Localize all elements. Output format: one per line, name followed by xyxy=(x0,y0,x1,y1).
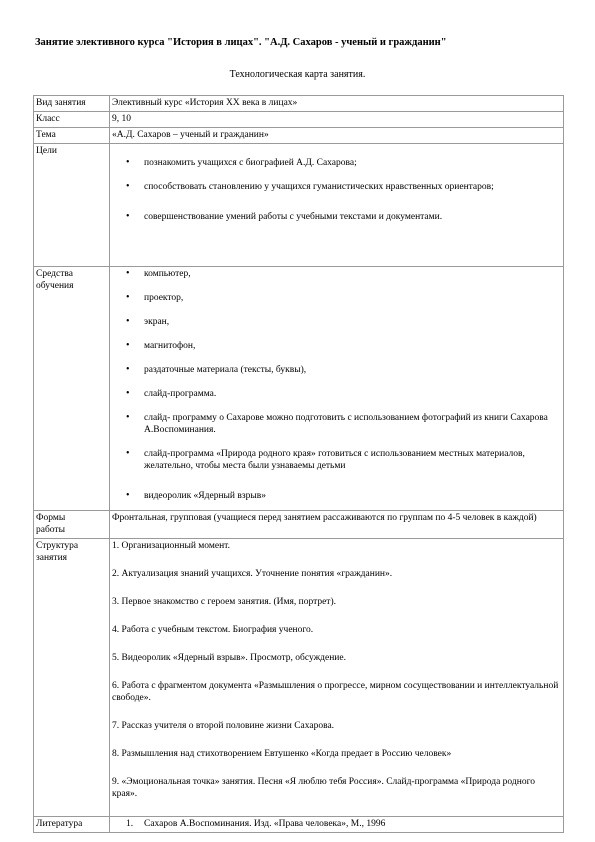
means-list xyxy=(112,268,561,502)
lesson-card-table xyxy=(33,95,564,833)
literature-text: Сахаров А.Воспоминания. Изд. «Права человека», М., 1996 xyxy=(144,819,386,829)
structure-step: 9. «Эмоциональная точка» занятия. Песня «Я люблю тебя Россия». Слайд-программа «Природа родного края». xyxy=(112,777,535,799)
label-structure-line2: занятия xyxy=(36,553,68,563)
structure-step: 8. Размышления над стихотворением Евтушенко «Когда предает в Россию человек» xyxy=(112,749,452,759)
label-forms-line2: работы xyxy=(36,525,65,535)
label-lesson-type: Вид занятия xyxy=(34,96,110,112)
row-means xyxy=(34,267,564,511)
value-structure xyxy=(110,539,564,817)
literature-number: 1. xyxy=(126,819,134,829)
value-literature xyxy=(110,817,564,833)
row-structure xyxy=(34,539,564,817)
list-item: • экран, xyxy=(112,316,561,328)
label-means xyxy=(34,267,110,511)
document-title: Занятие элективного курса "История в лицах". "А.Д. Сахаров - ученый и гражданин" xyxy=(35,37,447,48)
value-lesson-type: Элективный курс «История ХХ века в лицах» xyxy=(110,96,564,112)
label-goals: Цели xyxy=(34,144,110,267)
list-item: • слайд- программу о Сахарове можно подготовить с использованием фотографий из книги Сахарова А.Воспоминания. xyxy=(112,412,561,436)
row-goals xyxy=(34,144,564,267)
structure-step: 6. Работа с фрагментом документа «Размышления о прогрессе, мирном сосуществовании и интеллектуальной свободе». xyxy=(112,681,559,703)
label-literature: Литература xyxy=(34,817,110,833)
structure-step: 1. Организационный момент. xyxy=(112,541,230,551)
label-means-line2: обучения xyxy=(36,281,74,291)
list-item: • видеоролик «Ядерный взрыв» xyxy=(112,490,561,502)
label-topic: Тема xyxy=(34,128,110,144)
row-forms xyxy=(34,511,564,539)
value-grade: 9, 10 xyxy=(110,112,564,128)
list-item xyxy=(112,818,561,830)
structure-step: 2. Актуализация знаний учащихся. Уточнение понятия «гражданин». xyxy=(112,569,393,579)
row-topic xyxy=(34,128,564,144)
row-literature xyxy=(34,817,564,833)
list-item: • раздаточные материала (тексты, буквы), xyxy=(112,364,561,376)
list-item: • познакомить учащихся с биографией А.Д. Сахарова; xyxy=(112,157,561,169)
value-forms: Фронтальная, групповая (учащиеся перед занятием рассаживаются по группам по 4-5 человек в каждой) xyxy=(110,511,564,539)
document-subtitle: Технологическая карта занятия. xyxy=(229,69,366,80)
label-grade: Класс xyxy=(34,112,110,128)
structure-step: 3. Первое знакомство с героем занятия. (Имя, портрет). xyxy=(112,597,337,607)
list-item: • совершенствование умений работы с учебными текстами и документами. xyxy=(112,211,561,223)
structure-step: 7. Рассказ учителя о второй половине жизни Сахарова. xyxy=(112,721,335,731)
value-means xyxy=(110,267,564,511)
list-item: • компьютер, xyxy=(112,268,561,280)
value-topic: «А.Д. Сахаров – ученый и гражданин» xyxy=(110,128,564,144)
list-item: • магнитофон, xyxy=(112,340,561,352)
label-forms xyxy=(34,511,110,539)
label-means-line1: Средства xyxy=(36,269,73,279)
list-item: • слайд-программа «Природа родного края» готовиться с использованием местных материалов, желательно, чтобы места были узнаваемы детьми xyxy=(112,448,561,472)
label-forms-line1: Формы xyxy=(36,513,66,523)
literature-list xyxy=(112,818,561,830)
goals-list xyxy=(112,157,561,223)
row-lesson-type xyxy=(34,96,564,112)
value-goals xyxy=(110,144,564,267)
list-item: • проектор, xyxy=(112,292,561,304)
list-item: • слайд-программа. xyxy=(112,388,561,400)
label-structure-line1: Структура xyxy=(36,541,79,551)
structure-step: 4. Работа с учебным текстом. Биография ученого. xyxy=(112,625,314,635)
label-structure xyxy=(34,539,110,817)
row-grade xyxy=(34,112,564,128)
structure-step: 5. Видеоролик «Ядерный взрыв». Просмотр, обсуждение. xyxy=(112,653,346,663)
list-item: • способствовать становлению у учащихся гуманистических нравственных ориентаров; xyxy=(112,181,561,193)
